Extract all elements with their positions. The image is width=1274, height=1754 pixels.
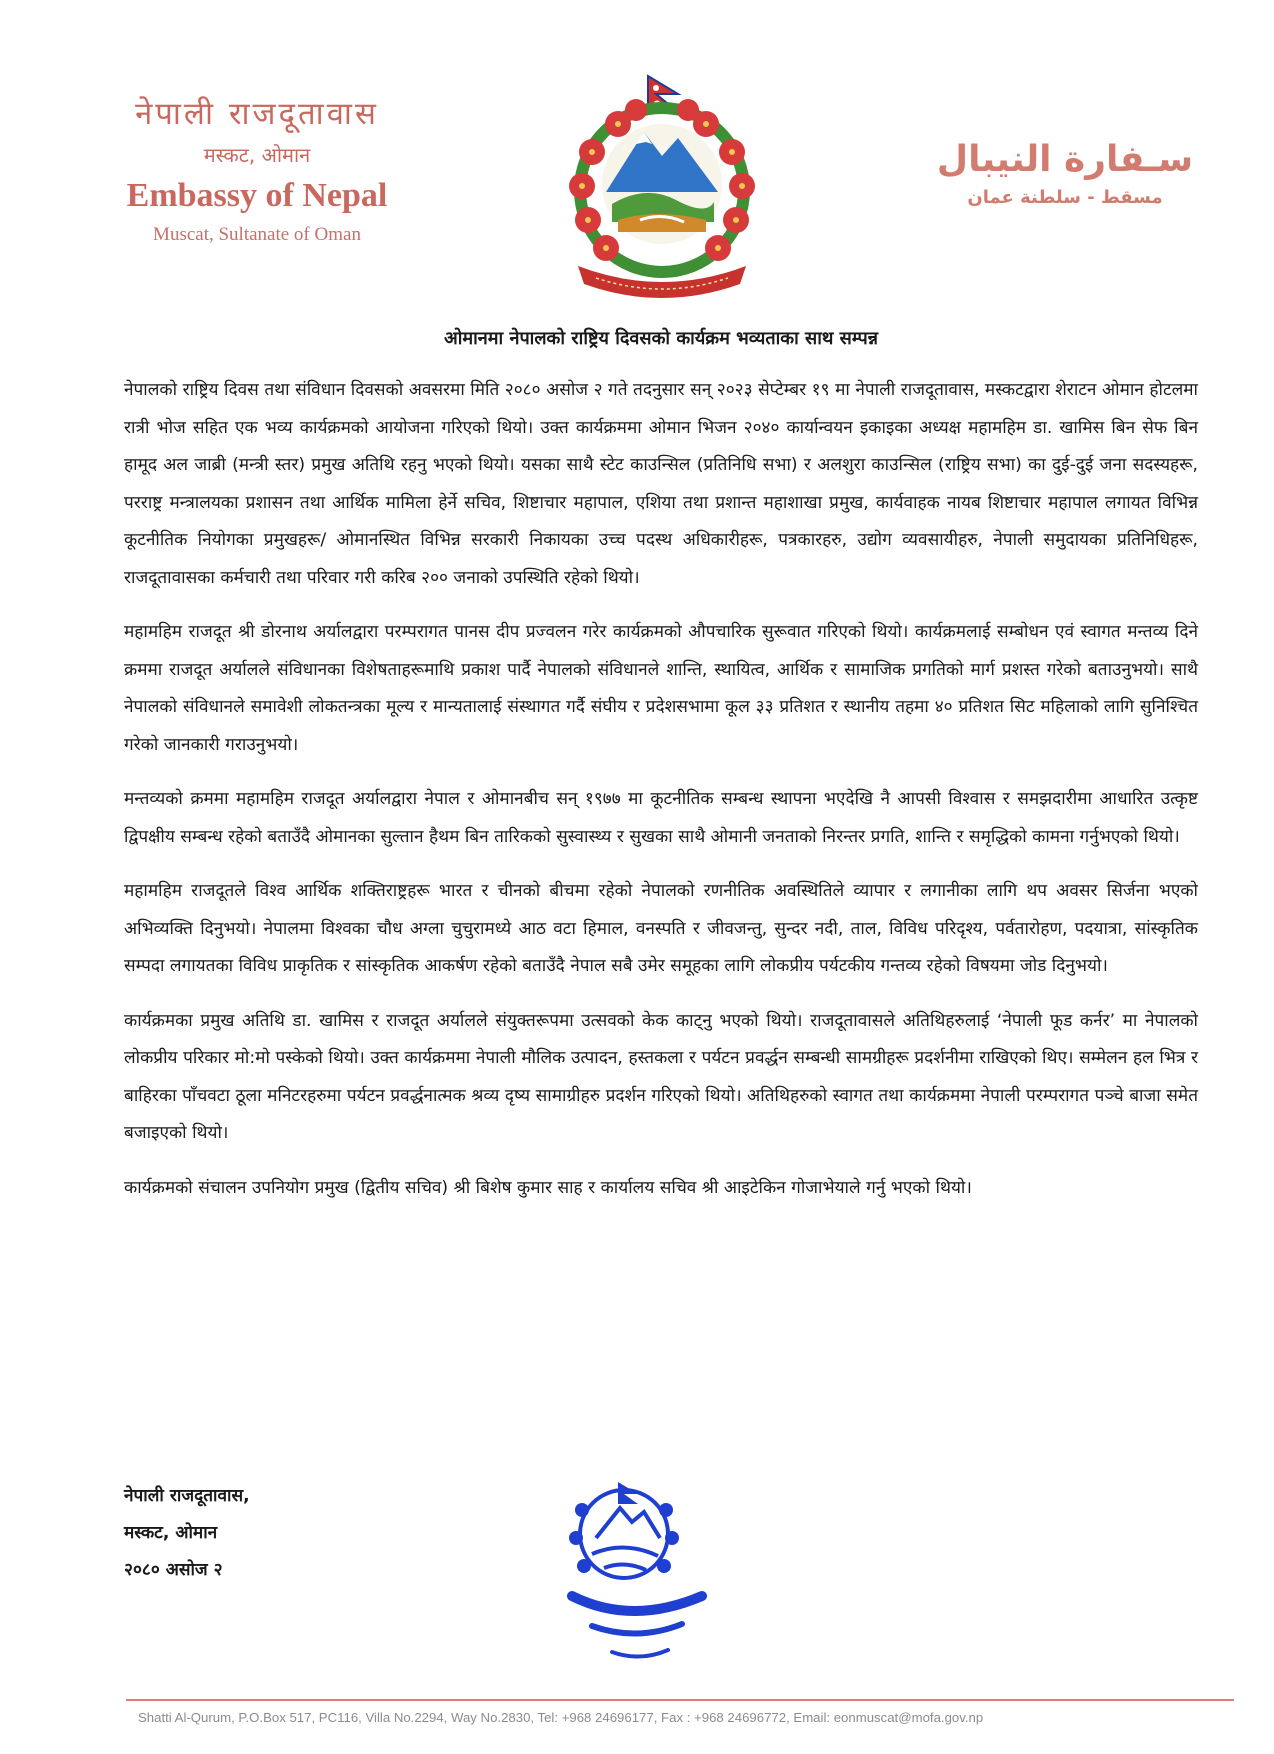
signature-block [124, 1478, 250, 1589]
press-release-title: ओमानमा नेपालको राष्ट्रिय दिवसको कार्यक्रम भव्यताका साथ सम्पन्न [443, 328, 879, 349]
footer-divider [126, 1699, 1234, 1701]
letterhead-arabic-city: مسقط - سلطنة عمان [967, 187, 1163, 208]
footer-contact: Shatti Al-Qurum, P.O.Box 517, PC116, Villa No.2294, Way No.2830, Tel: +968 24696177, Fax : +968 24696772, Email: eonmuscat@mofa.gov.np [138, 1710, 984, 1725]
letterhead-nepali-city: मस्कट, ओमान [203, 143, 311, 167]
letterhead-english-city: Muscat, Sultanate of Oman [153, 224, 361, 245]
letterhead-arabic-name: سـفارة النيبال [936, 139, 1194, 180]
signature-date: २०८० असोज २ [124, 1560, 223, 1580]
nepal-coat-of-arms-icon [556, 72, 768, 304]
embassy-seal-stamp-icon [552, 1476, 728, 1672]
body-paragraph: महामहिम राजदूत श्री डोरनाथ अर्यालद्वारा परम्परागत पानस दीप प्रज्वलन गरेर कार्यक्रमको औपचारिक सुरूवात गरिएको थियो। कार्यक्रमलाई सम्बोधन एवं स्वागत मन्तव्य दिने क्रममा राजदूत अर्यालले संविधानका विशेषताहरूमाथि प्रकाश पार्दै नेपालको संविधानले शान्ति, स्थायित्व, आर्थिक र सामाजिक प्रगतिको मार्ग प्रशस्त गरेको बताउनुभयो। साथै नेपालको संविधानले समावेशी लोकतन्त्रका मूल्य र मान्यतालाई संस्थागत गर्दै संघीय र प्रदेशसभामा कूल ३३ प्रतिशत र स्थानीय तहमा ४० प्रतिशत सिट महिलाको लागि सुनिश्चित गरेको जानकारी गराउनुभयो। [124, 622, 1198, 755]
body-paragraph: कार्यक्रमका प्रमुख अतिथि डा. खामिस र राजदूत अर्यालले संयुक्तरूपमा उत्सवको केक काट्नु भएको थियो। राजदूतावासले अतिथिहरुलाई ‘नेपाली फूड कर्नर’ मा नेपालको लोकप्रीय परिकार मो:मो पस्केको थियो। उक्त कार्यक्रममा नेपाली मौलिक उत्पादन, हस्तकला र पर्यटन प्रवर्द्धन सम्बन्धी सामग्रीहरू प्रदर्शनीमा राखिएको थिए। सम्मेलन हल भित्र र बाहिरका पाँचवटा ठूला मनिटरहरुमा पर्यटन प्रवर्द्धनात्मक श्रव्य दृष्य सामाग्रीहरु प्रदर्शन गरिएको थियो। अतिथिहरुको स्वागत तथा कार्यक्रममा नेपाली परम्परागत पञ्चे बाजा समेत बजाइएको थियो। [124, 1010, 1198, 1143]
signature-embassy: नेपाली राजदूतावास, [124, 1486, 250, 1506]
letterhead-nepali-name: नेपाली राजदूतावास [135, 96, 379, 132]
mountain-landscape-icon [602, 124, 722, 244]
body-paragraph: नेपालको राष्ट्रिय दिवस तथा संविधान दिवसको अवसरमा मिति २०८० असोज २ गते तदनुसार सन् २०२३ सेप्टेम्बर १९ मा नेपाली राजदूतावास, मस्कटद्वारा शेराटन ओमान होटलमा रात्री भोज सहित एक भव्य कार्यक्रमको आयोजना गरिएको थियो। उक्त कार्यक्रममा ओमान भिजन २०४० कार्यान्वयन इकाइका अध्यक्ष महामहिम डा. खामिस बिन सेफ बिन हामूद अल जाब्री (मन्त्री स्तर) प्रमुख अतिथि रहनु भएको थियो। यसका साथै स्टेट काउन्सिल (प्रतिनिधि सभा) र अलशुरा काउन्सिल (राष्ट्रिय सभा) का दुई-दुई जना सदस्यहरू, परराष्ट्र मन्त्रालयका प्रशासन तथा आर्थिक मामिला हेर्ने सचिव, शिष्टाचार महापाल, एशिया तथा प्रशान्त महाशाखा प्रमुख, कार्यवाहक नायब शिष्टाचार महापाल लगायत विभिन्न कूटनीतिक नियोगका प्रमुखहरू/ ओमानस्थित विभिन्न सरकारी निकायका उच्च पदस्थ अधिकारीहरू, पत्रकारहरु, उद्योग व्यवसायीहरु, नेपाली समुदायका प्रतिनिधिहरू, राजदूतावासका कर्मचारी तथा परिवार गरी करिब २०० जनाको उपस्थिति रहेको थियो। [124, 380, 1198, 588]
letterhead-right [900, 136, 1230, 212]
press-release-body [124, 372, 1198, 1224]
signature-city: मस्कट, ओमान [124, 1523, 218, 1543]
letterhead-english-name: Embassy of Nepal [126, 177, 388, 214]
body-paragraph: कार्यक्रमको संचालन उपनियोग प्रमुख (द्वितीय सचिव) श्री बिशेष कुमार साह र कार्यालय सचिव श्री आइटेकिन गोजाभेयाले गर्नु भएको थियो। [124, 1177, 972, 1198]
body-paragraph: मन्तव्यको क्रममा महामहिम राजदूत अर्यालद्वारा नेपाल र ओमानबीच सन् १९७७ मा कूटनीतिक सम्बन्ध स्थापना भएदेखि नै आपसी विश्वास र समझदारीमा आधारित उत्कृष्ट द्विपक्षीय सम्बन्ध रहेको बताउँदै ओमानका सुल्तान हैथम बिन तारिकको सुस्वास्थ्य र सुखका साथै ओमानी जनताको निरन्तर प्रगति, शान्ति र समृद्धिको कामना गर्नुभएको थियो। [124, 789, 1198, 847]
letterhead-left [92, 92, 422, 250]
body-paragraph: महामहिम राजदूतले विश्व आर्थिक शक्तिराष्ट्रहरू भारत र चीनको बीचमा रहेको नेपालको रणनीतिक अवस्थितिले व्यापार र लगानीका लागि थप अवसर सिर्जना भएको अभिव्यक्ति दिनुभयो। नेपालमा विश्वका चौध अग्ला चुचुरामध्ये आठ वटा हिमाल, वनस्पति र जीवजन्तु, सुन्दर नदी, ताल, विविध परिदृश्य, पर्वतारोहण, पदयात्रा, सांस्कृतिक सम्पदा लगायतका विविध प्राकृतिक र सांस्कृतिक आकर्षण रहेको बताउँदै नेपाल सबै उमेर समूहका लागि लोकप्रीय पर्यटकीय गन्तव्य रहेको विषयमा जोड दिनुभयो। [124, 881, 1198, 976]
